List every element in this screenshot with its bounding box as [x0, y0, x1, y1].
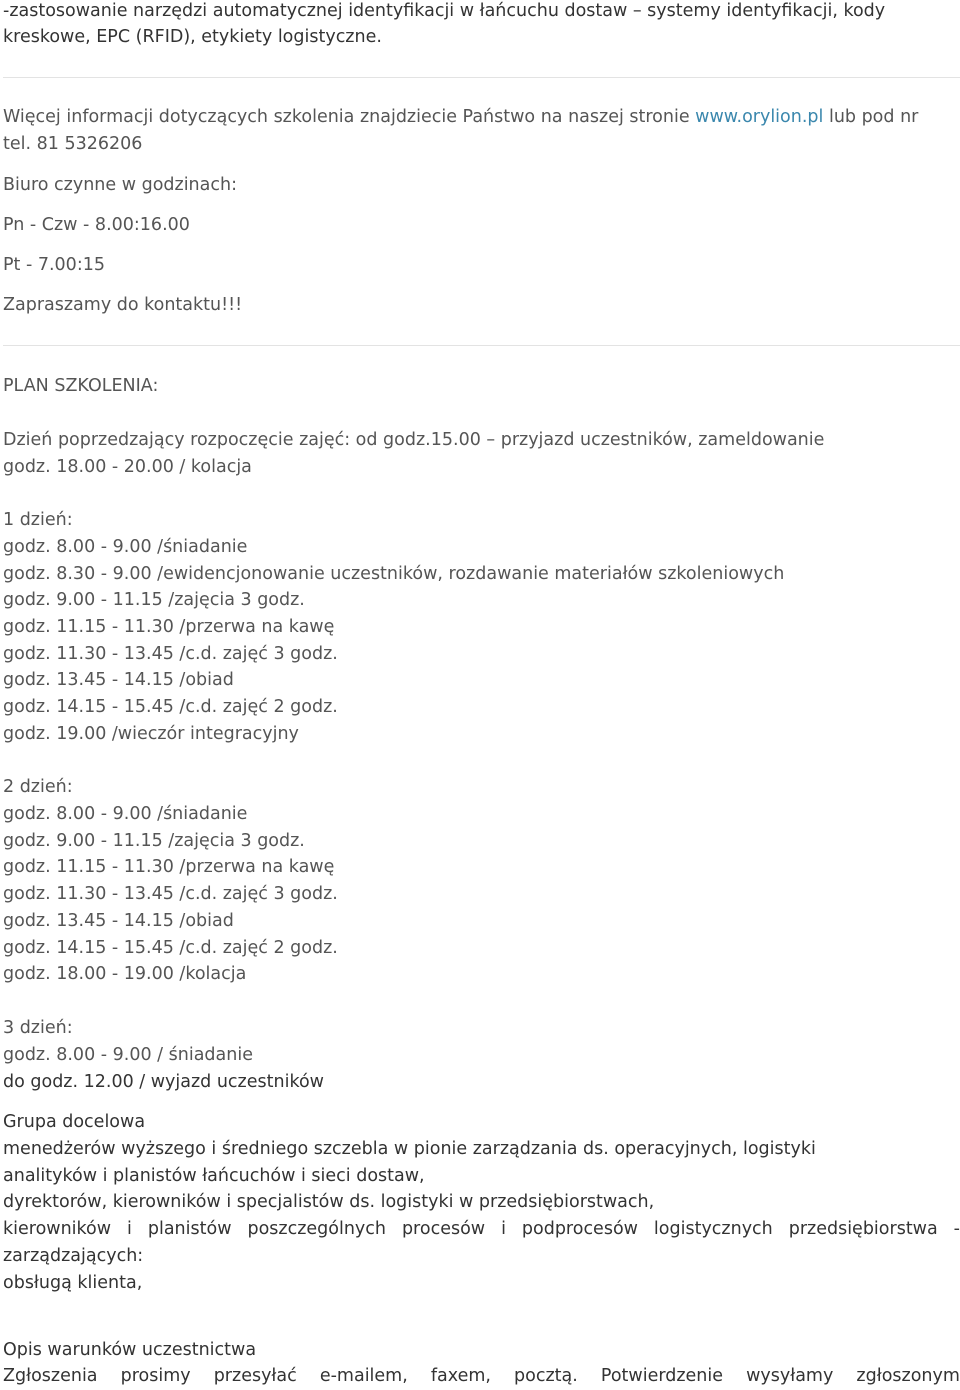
word: -: [953, 1219, 960, 1239]
word: Potwierdzenie: [600, 1366, 724, 1386]
intro-line-2: kreskowe, EPC (RFID), etykiety logistyczne.: [3, 27, 382, 47]
schedule-item: godz. 8.30 - 9.00 /ewidencjonowanie uczestników, rozdawanie materiałów szkoleniowych: [3, 564, 785, 584]
office-hours-label: Biuro czynne w godzinach:: [3, 175, 237, 195]
word: i: [501, 1219, 506, 1239]
office-hours-weekdays: Pn - Czw - 8.00:16.00: [3, 215, 190, 235]
office-hours-friday: Pt - 7.00:15: [3, 255, 105, 275]
word: faxem,: [430, 1366, 491, 1386]
day3-title: 3 dzień:: [3, 1018, 73, 1038]
target-line: dyrektorów, kierowników i specjalistów ds. logistyki w przedsiębiorstwach,: [3, 1192, 655, 1212]
word: pocztą.: [514, 1366, 578, 1386]
website-link[interactable]: www.orylion.pl: [695, 107, 824, 127]
schedule-item: godz. 11.15 - 11.30 /przerwa na kawę: [3, 857, 335, 877]
target-heading: Grupa docelowa: [3, 1112, 146, 1132]
schedule-item: godz. 8.00 - 9.00 /śniadanie: [3, 804, 248, 824]
word: kierowników: [3, 1219, 112, 1239]
word: poszczególnych: [247, 1219, 386, 1239]
day1-title: 1 dzień:: [3, 510, 73, 530]
schedule-item: godz. 18.00 - 19.00 /kolacja: [3, 964, 247, 984]
plan-heading: PLAN SZKOLENIA:: [3, 376, 159, 396]
intro-line-1: -zastosowanie narzędzi automatycznej identyfikacji w łańcuchu dostaw – systemy identyfikacji, kody: [3, 1, 886, 21]
word: przedsiębiorstwa: [788, 1219, 938, 1239]
schedule-item: godz. 9.00 - 11.15 /zajęcia 3 godz.: [3, 831, 305, 851]
word: logistycznych: [653, 1219, 773, 1239]
schedule-item: godz. 13.45 - 14.15 /obiad: [3, 670, 234, 690]
divider: [3, 345, 960, 346]
schedule-item: godz. 19.00 /wieczór integracyjny: [3, 724, 299, 744]
contact-info-prefix: Więcej informacji dotyczących szkolenia znajdziecie Państwo na naszej stronie: [3, 107, 696, 127]
divider: [3, 77, 960, 78]
target-line: zarządzających:: [3, 1246, 144, 1266]
conditions-heading: Opis warunków uczestnictwa: [3, 1340, 257, 1360]
contact-info-suffix: lub pod nr: [823, 107, 919, 127]
word: prosimy: [120, 1366, 191, 1386]
word: planistów: [147, 1219, 232, 1239]
plan-day0-line-1: Dzień poprzedzający rozpoczęcie zajęć: od godz.15.00 – przyjazd uczestników, zameldowanie: [3, 430, 825, 450]
day2-title: 2 dzień:: [3, 777, 73, 797]
contact-invite: Zapraszamy do kontaktu!!!: [3, 295, 243, 315]
schedule-item: godz. 14.15 - 15.45 /c.d. zajęć 2 godz.: [3, 697, 338, 717]
schedule-item: godz. 8.00 - 9.00 / śniadanie: [3, 1045, 253, 1065]
schedule-item: godz. 13.45 - 14.15 /obiad: [3, 911, 234, 931]
schedule-item: godz. 8.00 - 9.00 /śniadanie: [3, 537, 248, 557]
contact-phone: tel. 81 5326206: [3, 134, 143, 154]
schedule-item: godz. 11.15 - 11.30 /przerwa na kawę: [3, 617, 335, 637]
schedule-item: godz. 9.00 - 11.15 /zajęcia 3 godz.: [3, 590, 305, 610]
target-line: obsługą klienta,: [3, 1273, 143, 1293]
word: wysyłamy: [746, 1366, 834, 1386]
word: podprocesów: [521, 1219, 638, 1239]
word: przesyłać: [213, 1366, 297, 1386]
target-line: [3, 1218, 960, 1240]
schedule-item: godz. 11.30 - 13.45 /c.d. zajęć 3 godz.: [3, 644, 338, 664]
contact-info: [3, 106, 918, 128]
word: i: [127, 1219, 132, 1239]
word: zgłoszonym: [856, 1366, 960, 1386]
word: Zgłoszenia: [3, 1366, 98, 1386]
word: procesów: [401, 1219, 486, 1239]
plan-day0-line-2: godz. 18.00 - 20.00 / kolacja: [3, 457, 252, 477]
schedule-item: do godz. 12.00 / wyjazd uczestników: [3, 1072, 324, 1092]
target-line: analityków i planistów łańcuchów i sieci dostaw,: [3, 1166, 425, 1186]
schedule-item: godz. 14.15 - 15.45 /c.d. zajęć 2 godz.: [3, 938, 338, 958]
word: e-mailem,: [319, 1366, 408, 1386]
conditions-line: [3, 1365, 960, 1387]
schedule-item: godz. 11.30 - 13.45 /c.d. zajęć 3 godz.: [3, 884, 338, 904]
target-line: menedżerów wyższego i średniego szczebla w pionie zarządzania ds. operacyjnych, logistyki: [3, 1139, 816, 1159]
